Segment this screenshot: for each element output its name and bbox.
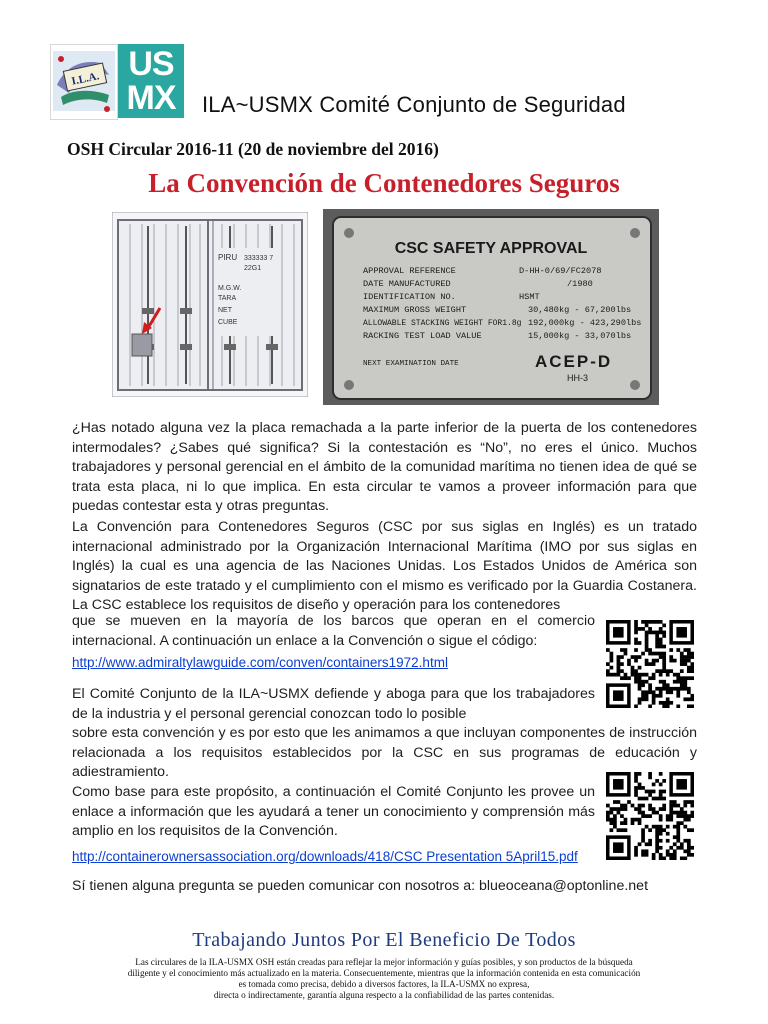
ila-logo-text: I.L.A.	[70, 70, 101, 88]
qr-code-convention-icon[interactable]	[606, 620, 694, 708]
door-text-type: 22G1	[244, 265, 262, 272]
disclaimer-line: Las circulares de la ILA-USMX OSH están creadas para reflejar la mejor información y guías posibles, y son productos de la búsqueda	[135, 957, 633, 967]
plate-label-stacking: ALLOWABLE STACKING WEIGHT FOR1.8g	[363, 319, 522, 328]
door-text-cube: CUBE	[218, 319, 238, 326]
csc-plate-marker	[132, 334, 152, 356]
container-door-image	[112, 212, 308, 397]
page-title: La Convención de Contenedores Seguros	[148, 168, 620, 198]
plate-label-next-exam: NEXT EXAMINATION DATE	[363, 360, 459, 368]
footer-disclaimer	[52, 957, 716, 1001]
plate-value-racking: 15,000kg - 33,070lbs	[528, 331, 632, 341]
disclaimer-line: es tomada como precisa, debido a diversos factores, la ILA-USMX no expresa,	[238, 978, 530, 989]
contact-line: Sí tienen alguna pregunta se pueden comunicar con nosotros a: blueoceana@optonline.net	[72, 878, 649, 894]
committee-title: ILA~USMX Comité Conjunto de Seguridad	[202, 92, 626, 117]
presentation-link[interactable]: http://containerownersassociation.org/downloads/418/CSC Presentation 5April15.pdf	[72, 849, 578, 864]
disclaimer-line: directa o indirectamente, garantía alguna respecto a la confiabilidad de las partes contenidas.	[213, 989, 555, 1000]
plate-value-gross: 30,480kg - 67,200lbs	[528, 305, 632, 315]
resources-paragraph: Como base para este propósito, a continuación el Comité Conjunto les provee un enlace a información que les ayudará a tener un conocimiento y comprensión más amplio en los requisitos de la Convención.	[72, 784, 595, 840]
plate-value-approval: D-HH-0/69/FC2078	[519, 266, 602, 276]
circular-number-date: OSH Circular 2016-11 (20 de noviembre del 2016)	[67, 139, 439, 159]
plate-label-gross: MAXIMUM GROSS WEIGHT	[363, 305, 467, 315]
door-text-serial: 333333 7	[244, 255, 274, 262]
door-text-mgw: M.G.W.	[218, 285, 242, 292]
qr-code-presentation-icon[interactable]	[606, 772, 694, 860]
usmx-logo	[118, 44, 184, 118]
ila-logo	[50, 44, 118, 120]
committee-paragraph-continued: sobre esta convención y es por esto que les animamos a que incluyan componentes de instrucción relacionada a los requisitos establecidos por la CSC en sus programas de educación y adiestramiento.	[72, 725, 697, 781]
plate-label-racking: RACKING TEST LOAD VALUE	[363, 331, 482, 341]
csc-paragraph: La Convención para Contenedores Seguros (CSC por sus siglas en Inglés) es un tratado internacional administrado por la Organización Internacional Marítima (IMO por sus siglas en Inglés) la cual es una agencia de las Naciones Unidas. Los Estados Unidos de América son signatarios de este tratado y el cumplimiento con el mismo es verificado por la Guardia Costanera. La CSC establece los requisitos de diseño y operación para los contenedores	[72, 519, 697, 614]
plate-value-next-exam: ACEP-D	[535, 352, 613, 371]
plate-value-id: HSMT	[519, 292, 540, 302]
usmx-logo-bottom: MX	[126, 79, 176, 117]
plate-label-id: IDENTIFICATION NO.	[363, 292, 456, 302]
plate-value-date: /1980	[567, 279, 593, 289]
csc-paragraph-continued: que se mueven en la mayoría de los barcos que operan en el comercio internacional. A continuación un enlace a la Convención o sigue el código:	[72, 613, 595, 649]
plate-value-stacking: 192,000kg - 423,290lbs	[528, 318, 642, 328]
plate-sub-next-exam: HH-3	[567, 373, 589, 383]
footer-slogan: Trabajando Juntos Por El Beneficio De Todos	[192, 929, 576, 951]
door-text-net: NET	[218, 307, 232, 314]
door-text-owner: PIRU	[218, 253, 238, 262]
plate-label-date: DATE MANUFACTURED	[363, 279, 451, 289]
door-text-tara: TARA	[218, 295, 237, 302]
disclaimer-line: diligente y el conocimiento más actualizado en la materia. Consecuentemente, mientras que la información contenida en esta comunicación	[127, 967, 641, 978]
csc-safety-plate-image	[323, 209, 659, 405]
convention-link[interactable]: http://www.admiraltylawguide.com/conven/containers1972.html	[72, 655, 448, 670]
committee-paragraph: El Comité Conjunto de la ILA~USMX defiende y aboga para que los trabajadores de la industria y el personal gerencial conozcan todo lo posible	[72, 686, 595, 722]
plate-title: CSC SAFETY APPROVAL	[394, 240, 588, 257]
plate-label-approval: APPROVAL REFERENCE	[363, 266, 456, 276]
usmx-logo-top: US	[128, 45, 174, 83]
intro-paragraph: ¿Has notado alguna vez la placa remachada a la parte inferior de la puerta de los contenedores intermodales? ¿Sabes qué significa? Si la contestación es “No”, no eres el único. Muchos trabajadores y personal gerencial en el ámbito de la comunidad marítima no tienen idea de qué se trata esta placa, ni lo que implica. En esta circular te vamos a proveer información para que puedas contestar esta y otras preguntas.	[72, 420, 697, 515]
